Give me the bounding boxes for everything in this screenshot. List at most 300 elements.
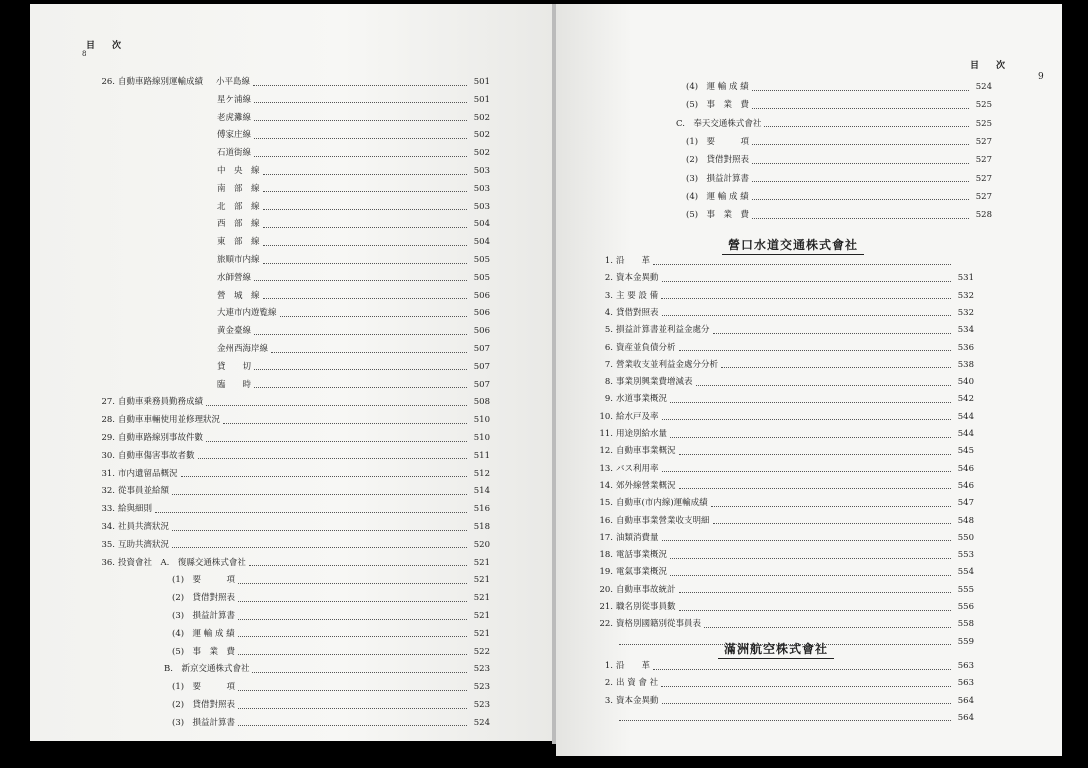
leader-dots — [263, 263, 467, 264]
leader-dots — [206, 441, 467, 442]
entry-number: 32. — [101, 486, 115, 497]
entry-page: 527 — [975, 191, 992, 202]
entry-page: 501 — [473, 77, 490, 87]
leader-dots — [662, 703, 951, 704]
leader-dots — [662, 471, 951, 472]
entry-number: 1. — [604, 661, 613, 671]
entry-page: 506 — [473, 308, 490, 319]
leader-dots — [254, 138, 467, 139]
entry-page: 532 — [957, 307, 974, 318]
toc-entry — [686, 153, 992, 167]
entry-page: 564 — [957, 695, 974, 706]
leader-dots — [679, 454, 951, 455]
toc-entry — [94, 556, 490, 570]
leader-dots — [263, 209, 467, 210]
entry-page: 563 — [957, 678, 974, 689]
entry-label: 給與細則 — [118, 504, 153, 515]
toc-entry — [592, 462, 974, 476]
entry-label: (2) 貸借對照表 — [686, 155, 750, 166]
entry-page: 505 — [473, 272, 490, 283]
leader-dots — [253, 85, 467, 86]
toc-entry — [94, 502, 490, 516]
entry-label: 北 部 線 — [217, 201, 260, 212]
leader-dots — [713, 333, 951, 334]
entry-page: 544 — [957, 429, 974, 439]
entry-number: 16. — [599, 515, 613, 526]
toc-entry — [686, 98, 992, 112]
entry-label: 大連市内遊覧線 — [217, 308, 277, 319]
entry-number: 3. — [604, 290, 613, 301]
entry-page: 510 — [473, 433, 490, 443]
leader-dots — [238, 583, 467, 584]
entry-label: 營 城 線 — [217, 290, 260, 301]
entry-label: 油類消費量 — [616, 532, 659, 543]
entry-label: 西 部 線 — [217, 219, 260, 230]
toc-entry — [592, 514, 974, 528]
entry-label: 電話事業概況 — [616, 550, 668, 561]
toc-entry — [172, 698, 490, 712]
leader-dots — [752, 199, 969, 200]
entry-page: 527 — [975, 155, 992, 166]
toc-entry — [592, 711, 974, 725]
leader-dots — [271, 352, 467, 353]
entry-label: 出 資 會 社 — [616, 678, 659, 689]
entry-page: 559 — [957, 636, 974, 647]
entry-page: 504 — [473, 219, 490, 230]
entry-page: 523 — [473, 700, 490, 710]
toc-entry — [592, 565, 974, 579]
toc-entry — [217, 111, 490, 125]
toc-entry — [172, 573, 490, 587]
entry-label: (5) 事 業 費 — [686, 100, 750, 111]
toc-entry — [94, 484, 490, 498]
leader-dots — [238, 636, 467, 637]
leader-dots — [254, 156, 467, 157]
toc-entry — [676, 117, 992, 131]
entry-page: 522 — [473, 646, 490, 657]
leader-dots — [679, 592, 951, 593]
entry-label: 互助共濟狀況 — [118, 539, 170, 550]
entry-number: 2. — [604, 678, 613, 689]
entry-page: 502 — [473, 112, 490, 123]
toc-entry — [592, 531, 974, 545]
toc-entry — [592, 358, 974, 372]
toc-entry — [592, 427, 974, 441]
toc-entry — [592, 496, 974, 510]
entry-label: (4) 運 輸 成 績 — [172, 628, 235, 639]
toc-entry — [217, 324, 490, 338]
entry-label: 南 部 線 — [217, 183, 260, 194]
toc-entry — [592, 694, 974, 708]
entry-page: 521 — [473, 628, 490, 639]
entry-page: 506 — [473, 326, 490, 337]
entry-number: 20. — [599, 584, 613, 595]
toc-entry — [94, 520, 490, 534]
entry-number: 15. — [599, 498, 613, 509]
entry-label: 貸借對照表 — [616, 307, 659, 318]
toc-entry — [592, 548, 974, 562]
leader-dots — [254, 369, 467, 370]
left-page — [30, 4, 552, 741]
entry-label: 自動車事故統計 — [616, 584, 676, 595]
entry-page: 536 — [957, 342, 974, 353]
entry-label: 自動車路線別運輸成績 — [118, 77, 204, 87]
toc-entry — [217, 342, 490, 356]
toc-entry — [592, 271, 974, 285]
toc-entry — [217, 271, 490, 285]
entry-number: 36. — [101, 557, 115, 568]
leader-dots — [206, 405, 467, 406]
leader-dots — [280, 316, 467, 317]
entry-label: (2) 貸借對照表 — [172, 700, 236, 710]
entry-label: (1) 要 項 — [686, 136, 750, 147]
toc-entry — [686, 190, 992, 204]
entry-page: 555 — [957, 584, 974, 595]
leader-dots — [263, 191, 467, 192]
entry-label: 損益計算書並利益金處分 — [616, 325, 710, 336]
entry-number: 34. — [101, 522, 115, 532]
entry-page: 511 — [473, 450, 490, 461]
right-page — [556, 4, 1062, 756]
entry-label: (3) 損益計算書 — [172, 717, 236, 728]
entry-number: 17. — [599, 532, 613, 543]
entry-number: 35. — [101, 539, 115, 550]
leader-dots — [653, 264, 951, 265]
entry-number: 27. — [101, 397, 115, 408]
leader-dots — [263, 227, 467, 228]
leader-dots — [238, 601, 467, 602]
leader-dots — [721, 367, 951, 368]
toc-entry — [94, 449, 490, 463]
leader-dots — [752, 108, 969, 109]
entry-page: 503 — [473, 166, 490, 176]
entry-label: 自動車路線別事故件數 — [118, 433, 204, 443]
page-header: 目 次 — [970, 61, 1010, 71]
entry-label: 沿 革 — [616, 256, 651, 266]
entry-label: 黄金臺線 — [217, 326, 252, 337]
entry-page: 504 — [473, 237, 490, 248]
entry-page: 521 — [473, 593, 490, 604]
toc-entry — [217, 235, 490, 249]
leader-dots — [752, 163, 969, 164]
leader-dots — [198, 458, 467, 459]
toc-entry — [592, 410, 974, 424]
entry-label: 資本金異動 — [616, 273, 659, 284]
entry-page: 527 — [975, 173, 992, 184]
leader-dots — [172, 547, 467, 548]
leader-dots — [254, 387, 467, 388]
entry-page: 507 — [473, 379, 490, 390]
toc-entry — [94, 538, 490, 552]
leader-dots — [752, 90, 969, 91]
leader-dots — [679, 488, 951, 489]
toc-entry — [217, 306, 490, 320]
leader-dots — [238, 654, 467, 655]
toc-entry — [217, 253, 490, 267]
leader-dots — [752, 144, 969, 145]
leader-dots — [679, 350, 951, 351]
entry-page: 542 — [957, 394, 974, 405]
toc-entry — [164, 662, 490, 676]
section-title-manshu-koku: 滿洲航空株式會社 — [718, 640, 834, 659]
leader-dots — [263, 298, 467, 299]
leader-dots — [696, 385, 951, 386]
entry-page: 556 — [957, 602, 974, 612]
leader-dots — [238, 708, 467, 709]
entry-label: (4) 運 輸 成 績 — [686, 82, 749, 92]
entry-number: 11. — [599, 429, 613, 439]
toc-entry — [592, 392, 974, 406]
entry-number: 33. — [101, 504, 115, 515]
entry-page: 508 — [473, 397, 490, 408]
entry-label: 旅順市内線 — [217, 255, 260, 265]
entry-number: 26. — [101, 77, 115, 87]
entry-page: 503 — [473, 201, 490, 212]
leader-dots — [249, 565, 467, 566]
entry-page: 502 — [473, 148, 490, 159]
entry-number: 10. — [599, 411, 613, 422]
entry-page: 550 — [957, 532, 974, 543]
leader-dots — [172, 530, 467, 531]
entry-label: (2) 貸借對照表 — [172, 593, 236, 604]
entry-page: 527 — [975, 136, 992, 147]
entry-number: 1. — [604, 256, 613, 266]
entry-label: 自動車乗務員勤務成績 — [118, 397, 204, 408]
entry-number: 2. — [604, 273, 613, 284]
page-header: 目 次 — [86, 41, 126, 51]
leader-dots — [704, 627, 951, 628]
entry-page: 521 — [473, 611, 490, 621]
leader-dots — [752, 218, 969, 219]
entry-page: 524 — [975, 82, 992, 92]
entry-number: 28. — [101, 415, 115, 426]
leader-dots — [155, 512, 467, 513]
entry-label: C. 奉天交通株式會社 — [676, 118, 762, 129]
toc-entry — [592, 600, 974, 614]
entry-label: 老虎灘線 — [217, 112, 252, 123]
entry-page: 512 — [473, 468, 490, 479]
entry-label: 資本金異動 — [616, 695, 659, 706]
toc-entry — [217, 146, 490, 160]
entry-number: 6. — [604, 342, 613, 353]
leader-dots — [662, 419, 951, 420]
toc-entry — [94, 467, 490, 481]
entry-label: バス利用率 — [616, 463, 659, 474]
entry-label: 水道事業概況 — [616, 394, 668, 405]
entry-label: (5) 事 業 費 — [172, 646, 236, 657]
entry-label: 傅家庄線 — [217, 130, 252, 141]
entry-label: 營業收支並利益金處分分析 — [616, 359, 719, 370]
toc-entry — [592, 444, 974, 458]
entry-page: 505 — [473, 255, 490, 265]
toc-entry — [94, 395, 490, 409]
entry-page: 545 — [957, 446, 974, 457]
entry-label: 市内遺留品概況 — [118, 468, 178, 479]
leader-dots — [661, 298, 951, 299]
entry-number: 22. — [599, 619, 613, 630]
toc-entry — [592, 583, 974, 597]
entry-page: 528 — [975, 210, 992, 221]
entry-label: 水師營線 — [217, 272, 252, 283]
leader-dots — [752, 181, 969, 182]
entry-number: 5. — [604, 325, 613, 336]
toc-entry — [217, 164, 490, 178]
toc-entry — [217, 93, 490, 107]
entry-number: 8. — [604, 377, 613, 388]
toc-entry — [592, 289, 974, 303]
entry-page: 501 — [473, 94, 490, 105]
entry-page: 534 — [957, 325, 974, 336]
entry-page: 558 — [957, 619, 974, 630]
leader-dots — [711, 506, 951, 507]
entry-number: 12. — [599, 446, 613, 457]
toc-entry — [686, 208, 992, 222]
entry-number: 29. — [101, 433, 115, 443]
entry-page: 506 — [473, 290, 490, 301]
leader-dots — [662, 281, 951, 282]
entry-label: (1) 要 項 — [172, 575, 236, 586]
leader-dots — [238, 619, 467, 620]
entry-page: 507 — [473, 361, 490, 372]
leader-dots — [670, 575, 951, 576]
entry-label: 自動車事業營業收支明細 — [616, 515, 710, 526]
entry-label: 給水戸及率 — [616, 411, 659, 422]
entry-label: (3) 損益計算書 — [686, 173, 750, 184]
entry-page: 516 — [473, 504, 490, 515]
leader-dots — [254, 280, 467, 281]
entry-label: 投資會社 A. 復縣交通株式會社 — [118, 557, 246, 568]
leader-dots — [254, 120, 467, 121]
toc-entry — [686, 80, 992, 94]
toc-entry — [172, 680, 490, 694]
entry-page: 523 — [473, 664, 490, 675]
entry-page: 525 — [975, 118, 992, 129]
entry-label: 社員共濟狀況 — [118, 522, 170, 532]
entry-label: (5) 事 業 費 — [686, 210, 750, 221]
entry-page: 518 — [473, 522, 490, 532]
leader-dots — [263, 245, 467, 246]
entry-label: 沿 革 — [616, 661, 651, 671]
leader-dots — [670, 402, 951, 403]
toc-entry — [592, 254, 974, 268]
leader-dots — [713, 523, 951, 524]
entry-page: 544 — [957, 411, 974, 422]
entry-number: 14. — [599, 480, 613, 491]
entry-label: 資格別國籍別從事員表 — [616, 619, 702, 630]
entry-label: 中 央 線 — [217, 166, 260, 176]
toc-entry — [592, 676, 974, 690]
entry-label: 自動車傷害事故者數 — [118, 450, 195, 461]
entry-page: 507 — [473, 344, 490, 354]
toc-entry — [172, 716, 490, 730]
entry-label: 主 要 設 備 — [616, 290, 659, 301]
entry-label: 自動車事業概況 — [616, 446, 676, 457]
page-number: 9 — [1038, 72, 1044, 82]
entry-number: 18. — [599, 550, 613, 561]
entry-label: (3) 損益計算書 — [172, 611, 236, 621]
toc-entry — [592, 479, 974, 493]
entry-number: 31. — [101, 468, 115, 479]
leader-dots — [252, 672, 467, 673]
entry-number: 3. — [604, 695, 613, 706]
entry-page: 502 — [473, 130, 490, 141]
leader-dots — [238, 725, 467, 726]
entry-page: 523 — [473, 682, 490, 693]
entry-label: 金州西海岸線 — [217, 344, 269, 354]
entry-page: 510 — [473, 415, 490, 426]
leader-dots — [679, 610, 951, 611]
toc-entry — [217, 289, 490, 303]
entry-label: 職名別從事員數 — [616, 602, 676, 612]
toc-entry — [217, 378, 490, 392]
entry-number: 9. — [604, 394, 613, 405]
leader-dots — [181, 476, 467, 477]
toc-entry — [172, 591, 490, 605]
leader-dots — [764, 126, 969, 127]
entry-number: 21. — [599, 602, 613, 612]
entry-label: (1) 要 項 — [172, 682, 236, 693]
entry-label: 石道街線 — [217, 148, 252, 159]
entry-page: 525 — [975, 100, 992, 111]
entry-page: 553 — [957, 550, 974, 561]
toc-entry — [592, 323, 974, 337]
entry-number: 7. — [604, 359, 613, 370]
entry-page: 546 — [957, 463, 974, 474]
toc-entry — [592, 306, 974, 320]
leader-dots — [662, 540, 951, 541]
toc-entry — [172, 609, 490, 623]
leader-dots — [223, 423, 467, 424]
leader-dots — [254, 102, 467, 103]
toc-entry — [217, 200, 490, 214]
entry-label: 星ケ浦線 — [217, 94, 252, 105]
section-title-eikou: 營口水道交通株式會社 — [722, 236, 864, 255]
entry-label: 用途別給水量 — [616, 429, 668, 439]
leader-dots — [653, 669, 951, 670]
entry-label: 電氣事業概況 — [616, 567, 668, 578]
entry-number: 13. — [599, 463, 613, 474]
entry-page: 503 — [473, 183, 490, 194]
entry-page: 554 — [957, 567, 974, 578]
entry-label: 臨 時 — [217, 379, 252, 390]
toc-entry — [217, 128, 490, 142]
leader-dots — [263, 174, 467, 175]
entry-label: B. 新京交通株式會社 — [164, 664, 250, 675]
toc-entry — [94, 75, 490, 89]
entry-page: 524 — [473, 717, 490, 728]
toc-entry — [592, 617, 974, 631]
entry-label: (4) 運 輸 成 績 — [686, 191, 749, 202]
entry-page: 548 — [957, 515, 974, 526]
entry-page: 540 — [957, 377, 974, 388]
leader-dots — [238, 690, 467, 691]
entry-page: 531 — [957, 273, 974, 284]
toc-entry — [686, 135, 992, 149]
toc-entry — [592, 341, 974, 355]
entry-label: 自動車(市内線)運輸成績 — [616, 498, 708, 509]
leader-dots — [619, 720, 951, 721]
toc-entry — [94, 431, 490, 445]
toc-entry — [217, 360, 490, 374]
entry-page: 538 — [957, 359, 974, 370]
entry-page: 564 — [957, 712, 974, 723]
entry-label: 東 部 線 — [217, 237, 260, 248]
page-mark: 8 — [82, 50, 87, 58]
entry-sub-label: 小平島線 — [216, 77, 251, 87]
entry-label: 資産並負債分析 — [616, 342, 676, 353]
entry-page: 521 — [473, 575, 490, 586]
toc-entry — [217, 182, 490, 196]
